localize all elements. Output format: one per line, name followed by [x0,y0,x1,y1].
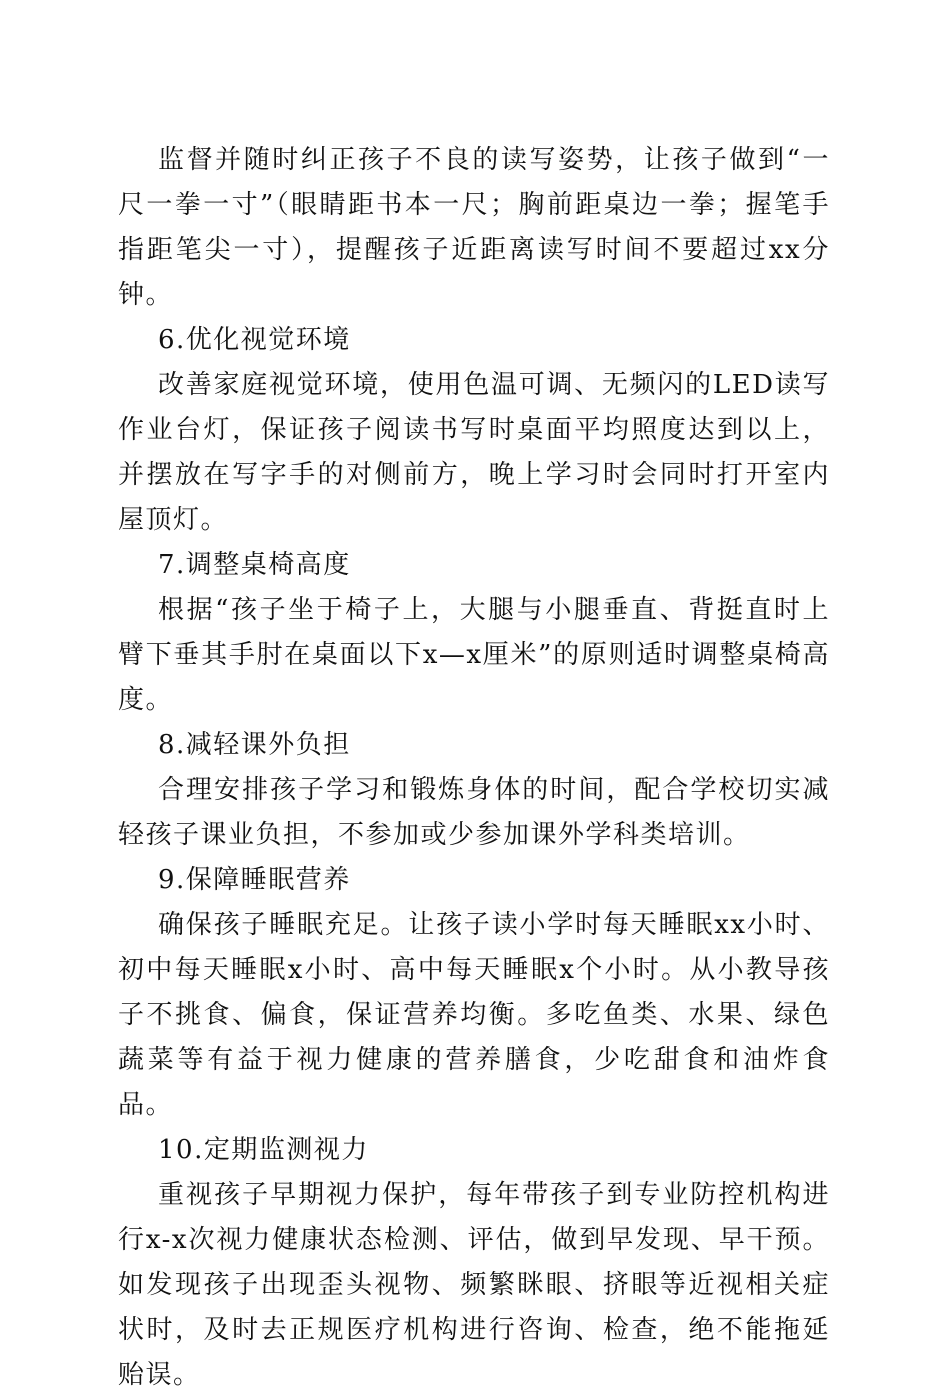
heading-visual-environment: 6.优化视觉环境 [158,325,351,355]
heading-desk-chair-height: 7.调整桌椅高度 [158,550,351,580]
heading-vision-monitoring: 10.定期监测视力 [158,1135,369,1165]
paragraph-reading-posture: 监督并随时纠正孩子不良的读写姿势，让孩子做到“一尺一拳一寸”（眼睛距书本一尺；胸前距桌边一拳；握笔手指距笔尖一寸），提醒孩子近距离读写时间不要超过xx分钟。 [118,145,830,310]
heading-reduce-burden: 8.减轻课外负担 [158,730,351,760]
heading-sleep-nutrition: 9.保障睡眠营养 [158,865,351,895]
paragraph-desk-chair-height: 根据“孩子坐于椅子上，大腿与小腿垂直、背挺直时上臂下垂其手肘在桌面以下x—x厘米”的原则适时调整桌椅高度。 [118,595,830,715]
paragraph-reduce-burden: 合理安排孩子学习和锻炼身体的时间，配合学校切实减轻孩子课业负担，不参加或少参加课外学科类培训。 [118,775,830,850]
document-body [118,138,830,1398]
paragraph-vision-monitoring: 重视孩子早期视力保护，每年带孩子到专业防控机构进行x-x次视力健康状态检测、评估，做到早发现、早干预。如发现孩子出现歪头视物、频繁眯眼、挤眼等近视相关症状时，及时去正规医疗机构进行咨询、检查，绝不能拖延贻误。 [118,1180,830,1390]
paragraph-visual-environment: 改善家庭视觉环境，使用色温可调、无频闪的LED读写作业台灯，保证孩子阅读书写时桌面平均照度达到以上，并摆放在写字手的对侧前方，晚上学习时会同时打开室内屋顶灯。 [118,370,830,535]
paragraph-sleep-nutrition: 确保孩子睡眠充足。让孩子读小学时每天睡眠xx小时、初中每天睡眠x小时、高中每天睡眠x个小时。从小教导孩子不挑食、偏食，保证营养均衡。多吃鱼类、水果、绿色蔬菜等有益于视力健康的营养膳食，少吃甜食和油炸食品。 [118,910,830,1120]
